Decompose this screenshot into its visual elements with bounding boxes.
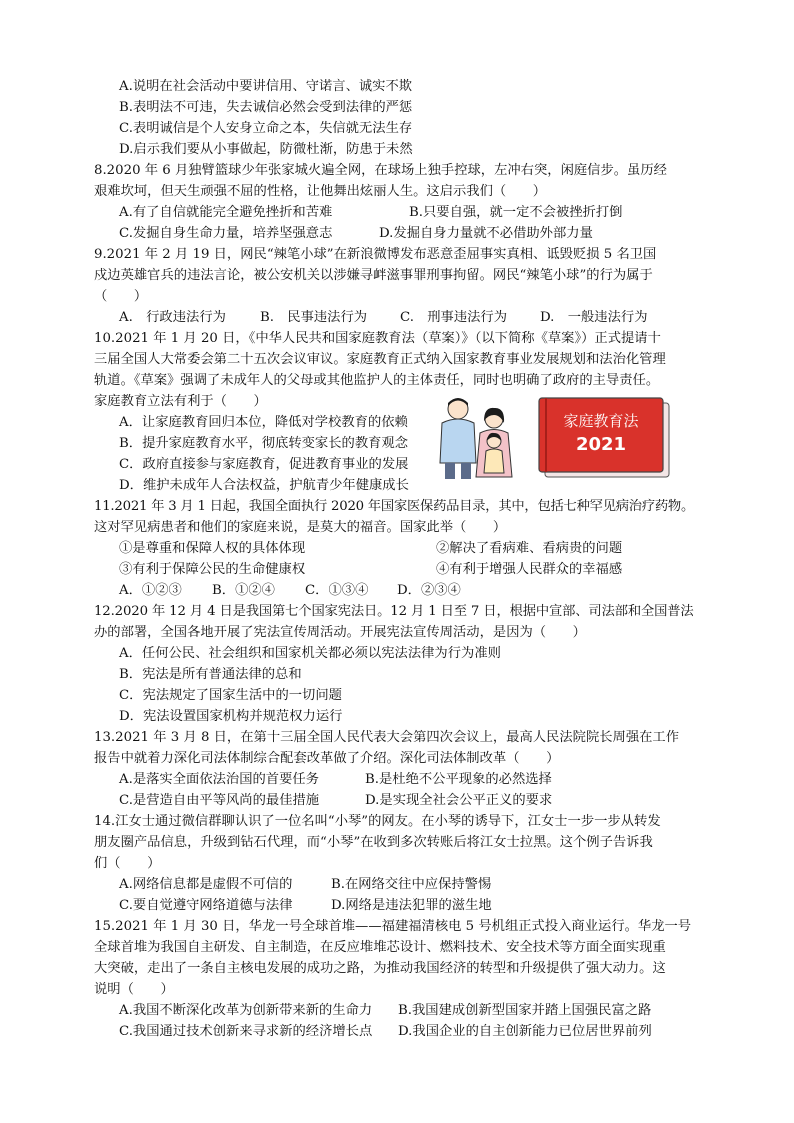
q11-stem-line: 这对罕见病患者和他们的家庭来说，是莫大的福音。国家此举（ ） [94,520,507,535]
q7-option-c: C.表明诚信是个人安身立命之本，失信就无法生存 [119,121,413,136]
q12-stem-line: 办的部署，全国各地开展了宪法宣传周活动。开展宪法宣传周活动，是因为（ ） [94,625,586,640]
q14-option-d: D.网络是违法犯罪的滋生地 [331,898,492,913]
q15-stem-line: 全球首堆为我国自主研发、自主制造，在反应堆堆芯设计、燃料技术、安全技术等方面全面实现重 [94,940,666,955]
q10-stem-line: 家庭教育立法有利于（ ） [94,394,267,409]
q15-stem-line: 15.2021 年 1 月 30 日，华龙一号全球首堆——福建福清核电 5 号机组正式投入商业运行。华龙一号 [94,919,692,934]
q11-option-b: B．①②④ [212,583,275,598]
q9-stem-line: （ ） [94,289,148,304]
q13-option-d: D.是实现全社会公平正义的要求 [365,793,553,808]
q14-stem-line: 朋友圈产品信息，升级到钻石代理，而“小琴”在收到多次转账后将江女士拉黑。这个例子告诉我 [94,835,653,850]
q8-option-b: B.只要自强，就一定不会被挫折打倒 [409,205,623,220]
q14-option-b: B.在网络交往中应保持警惕 [331,877,492,892]
q8-stem-line: 艰难坎坷，但天生顽强不屈的性格，让他舞出炫丽人生。这启示我们（ ） [94,184,547,199]
q12-option-b: B．宪法是所有普通法律的总和 [119,667,302,682]
q13-stem-line: 13.2021 年 3 月 8 日，在第十三届全国人民代表大会第四次会议上，最高人民法院院长周强在工作 [94,730,680,745]
q11-option-c: C．①③④ [305,583,369,598]
q14-stem-line: 们（ ） [94,856,161,871]
q8-option-c: C.发掘自身生命力量，培养坚强意志 [119,226,333,241]
child-figure [484,433,504,473]
q7-option-a: A.说明在社会活动中要讲信用、守诺言、诚实不欺 [119,79,413,94]
q14-option-c: C.要自觉遵守网络道德与法律 [119,898,293,913]
q11-statement-1: ①是尊重和保障人权的具体体现 [119,541,306,556]
father-figure [440,398,476,479]
q10-option-c: C．政府直接参与家庭教育，促进教育事业的发展 [119,457,409,472]
q11-stem-line: 11.2021 年 3 月 1 日起，我国全面执行 2020 年国家医保药品目录，其中，包括七种罕见病治疗药物。 [94,499,695,514]
q15-option-b: B.我国建成创新型国家并踏上国强民富之路 [398,1003,652,1018]
q15-stem-line: 说明（ ） [94,982,174,997]
q10-stem-line: 轨道。《草案》强调了未成年人的父母或其他监护人的主体责任，同时也明确了政府的主导责任。 [94,373,660,388]
q8-option-a: A.有了自信就能完全避免挫折和苦难 [119,205,333,220]
q11-option-d: D．②③④ [397,583,461,598]
q11-statement-3: ③有利于保障公民的生命健康权 [119,562,306,577]
q11-statement-4: ④有利于增强人民群众的幸福感 [436,562,623,577]
q10-stem-line: 三届全国人大常委会第二十五次会议审议。家庭教育正式纳入国家教育事业发展规划和法治化管理 [94,352,666,367]
q14-option-a: A.网络信息都是虚假不可信的 [119,877,293,892]
book-year-text: 2021 [575,434,627,455]
q7-option-b: B.表明法不可违，失去诚信必然会受到法律的严惩 [119,100,413,115]
family-book-illustration [428,393,678,483]
q12-option-a: A．任何公民、社会组织和国家机关都必须以宪法法律为行为准则 [119,646,501,661]
q10-option-d: D．维护未成年人合法权益，护航青少年健康成长 [119,478,409,493]
q13-option-c: C.是营造自由平等风尚的最佳措施 [119,793,320,808]
q9-stem-line: 戍边英雄官兵的违法言论，被公安机关以涉嫌寻衅滋事罪刑事拘留。网民“辣笔小球”的行为属于 [94,268,653,283]
q9-option-c: C. 刑事违法行为 [400,310,508,325]
q11-statement-2: ②解决了看病难、看病贵的问题 [436,541,623,556]
q12-option-c: C．宪法规定了国家生活中的一切问题 [119,688,342,703]
q9-option-a: A. 行政违法行为 [119,310,226,325]
q8-option-d: D.发掘自身力量就不必借助外部力量 [379,226,593,241]
q15-option-d: D.我国企业的自主创新能力已位居世界前列 [398,1024,652,1039]
q10-option-b: B．提升家庭教育水平，彻底转变家长的教育观念 [119,436,409,451]
q8-stem-line: 8.2020 年 6 月独臂篮球少年张家城火遍全网，在球场上独手控球，左冲右突，闲庭信步。虽历经 [94,163,667,178]
q13-option-a: A.是落实全面依法治国的首要任务 [119,772,319,787]
q12-option-d: D．宪法设置国家机构并规范权力运行 [119,709,343,724]
q15-stem-line: 大突破，走出了一条自主核电发展的成功之路，为推动我国经济的转型和升级提供了强大动力。这 [94,961,666,976]
q12-stem-line: 12.2020 年 12 月 4 日是我国第七个国家宪法日。12 月 1 日至 7 日，根据中宣部、司法部和全国普法 [94,604,694,619]
q13-stem-line: 报告中就着力深化司法体制综合配套改革做了介绍。深化司法体制改革（ ） [94,751,560,766]
q11-option-a: A．①②③ [119,583,182,598]
q9-option-d: D. 一般违法行为 [540,310,648,325]
q9-stem-line: 9.2021 年 2 月 19 日，网民“辣笔小球”在新浪微博发布恶意歪屈事实真相、诋毁贬损 5 名卫国 [94,247,657,262]
q10-stem-line: 10.2021 年 1 月 20 日，《中华人民共和国家庭教育法（草案）》（以下简称《草案》）正式提请十 [94,331,661,346]
q15-option-c: C.我国通过技术创新来寻求新的经济增长点 [119,1024,373,1039]
q10-option-a: A．让家庭教育回归本位，降低对学校教育的依赖 [119,415,408,430]
q9-option-b: B. 民事违法行为 [260,310,368,325]
q7-option-d: D.启示我们要从小事做起，防微杜渐，防患于未然 [119,142,413,157]
q14-stem-line: 14.江女士通过微信群聊认识了一位名叫“小琴”的网友。在小琴的诱导下，江女士一步一步从转发 [94,814,661,829]
book-title-text: 家庭教育法 [563,412,639,430]
q15-option-a: A.我国不断深化改革为创新带来新的生命力 [119,1003,373,1018]
q13-option-b: B.是杜绝不公平现象的必然选择 [365,772,552,787]
